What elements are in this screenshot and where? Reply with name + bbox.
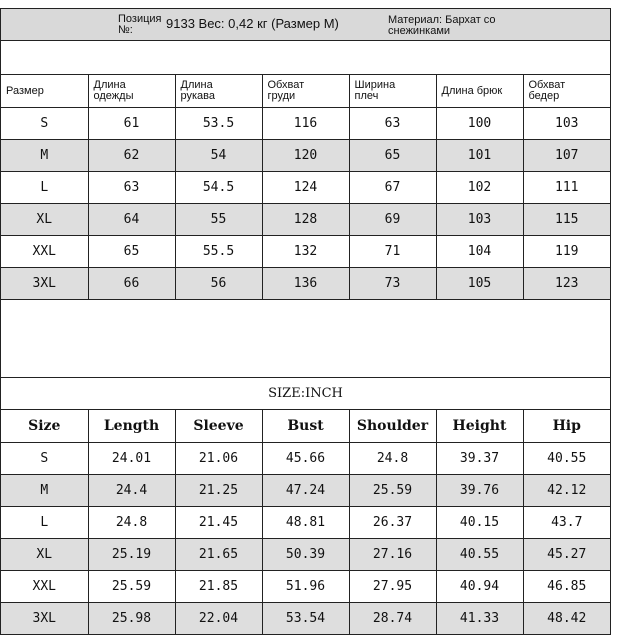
size-cell: XXL bbox=[1, 236, 88, 268]
table-row bbox=[1, 443, 610, 475]
value-cell: 62 bbox=[88, 140, 175, 172]
value-cell: 43.7 bbox=[523, 507, 610, 539]
value-cell: 65 bbox=[349, 140, 436, 172]
value-cell: 54.5 bbox=[175, 172, 262, 204]
column-header-label: Ширина плеч bbox=[354, 79, 396, 102]
table-row bbox=[1, 204, 610, 236]
column-header bbox=[175, 75, 262, 108]
value-cell: 105 bbox=[436, 268, 523, 300]
value-cell: 42.12 bbox=[523, 475, 610, 507]
value-cell: 119 bbox=[523, 236, 610, 268]
value-cell: 102 bbox=[436, 172, 523, 204]
value-cell: 120 bbox=[262, 140, 349, 172]
column-header-label: Длина одежды bbox=[93, 79, 134, 102]
value-cell: 21.45 bbox=[175, 507, 262, 539]
table-row bbox=[1, 268, 610, 300]
column-header bbox=[436, 410, 523, 443]
table-row bbox=[1, 108, 610, 140]
value-cell: 104 bbox=[436, 236, 523, 268]
column-header-label: Sleeve bbox=[193, 418, 244, 434]
header-row bbox=[1, 410, 610, 443]
value-cell: 48.42 bbox=[523, 603, 610, 635]
column-header bbox=[1, 410, 88, 443]
value-cell: 45.66 bbox=[262, 443, 349, 475]
cm-size-table bbox=[1, 75, 610, 300]
column-header-label: Обхват бедер bbox=[528, 79, 566, 102]
value-cell: 73 bbox=[349, 268, 436, 300]
size-cell: S bbox=[1, 443, 88, 475]
table-row bbox=[1, 539, 610, 571]
value-cell: 24.8 bbox=[349, 443, 436, 475]
value-cell: 24.4 bbox=[88, 475, 175, 507]
value-cell: 65 bbox=[88, 236, 175, 268]
size-cell: XXL bbox=[1, 571, 88, 603]
value-cell: 21.25 bbox=[175, 475, 262, 507]
value-cell: 39.37 bbox=[436, 443, 523, 475]
material-label: Материал: Бархат со снежинками bbox=[388, 14, 496, 37]
size-cell: L bbox=[1, 172, 88, 204]
size-cell: S bbox=[1, 108, 88, 140]
column-header bbox=[175, 410, 262, 443]
value-cell: 63 bbox=[349, 108, 436, 140]
table-row bbox=[1, 140, 610, 172]
value-cell: 21.06 bbox=[175, 443, 262, 475]
value-cell: 61 bbox=[88, 108, 175, 140]
value-cell: 69 bbox=[349, 204, 436, 236]
value-cell: 26.37 bbox=[349, 507, 436, 539]
header-bar bbox=[1, 9, 610, 41]
value-cell: 48.81 bbox=[262, 507, 349, 539]
value-cell: 66 bbox=[88, 268, 175, 300]
value-cell: 25.59 bbox=[88, 571, 175, 603]
column-header-label: Обхват груди bbox=[267, 79, 305, 102]
value-cell: 21.65 bbox=[175, 539, 262, 571]
value-cell: 45.27 bbox=[523, 539, 610, 571]
column-header bbox=[88, 75, 175, 108]
column-header bbox=[349, 75, 436, 108]
value-cell: 124 bbox=[262, 172, 349, 204]
value-cell: 50.39 bbox=[262, 539, 349, 571]
value-cell: 24.8 bbox=[88, 507, 175, 539]
column-header-label: Размер bbox=[6, 84, 44, 97]
inch-table-title: SIZE:INCH bbox=[1, 378, 610, 410]
size-cell: M bbox=[1, 475, 88, 507]
value-cell: 136 bbox=[262, 268, 349, 300]
value-cell: 111 bbox=[523, 172, 610, 204]
header-row bbox=[1, 75, 610, 108]
value-cell: 101 bbox=[436, 140, 523, 172]
value-cell: 123 bbox=[523, 268, 610, 300]
value-cell: 22.04 bbox=[175, 603, 262, 635]
value-cell: 56 bbox=[175, 268, 262, 300]
size-cell: L bbox=[1, 507, 88, 539]
value-cell: 128 bbox=[262, 204, 349, 236]
spacer-row bbox=[1, 41, 610, 75]
column-header-label: Height bbox=[452, 418, 507, 434]
value-cell: 40.15 bbox=[436, 507, 523, 539]
value-cell: 63 bbox=[88, 172, 175, 204]
value-cell: 25.59 bbox=[349, 475, 436, 507]
value-cell: 100 bbox=[436, 108, 523, 140]
table-row bbox=[1, 236, 610, 268]
value-cell: 27.95 bbox=[349, 571, 436, 603]
value-cell: 132 bbox=[262, 236, 349, 268]
column-header bbox=[262, 410, 349, 443]
column-header-label: Length bbox=[103, 418, 160, 434]
value-cell: 115 bbox=[523, 204, 610, 236]
value-cell: 27.16 bbox=[349, 539, 436, 571]
column-header bbox=[262, 75, 349, 108]
value-cell: 40.55 bbox=[523, 443, 610, 475]
table-row bbox=[1, 603, 610, 635]
table-row bbox=[1, 507, 610, 539]
value-cell: 25.19 bbox=[88, 539, 175, 571]
column-header-label: Shoulder bbox=[356, 418, 429, 434]
table-row bbox=[1, 475, 610, 507]
value-cell: 53.54 bbox=[262, 603, 349, 635]
column-header-label: Hip bbox=[552, 418, 581, 434]
inch-size-table bbox=[1, 410, 610, 634]
value-cell: 55 bbox=[175, 204, 262, 236]
table-row bbox=[1, 571, 610, 603]
size-chart bbox=[0, 8, 611, 635]
size-cell: 3XL bbox=[1, 268, 88, 300]
value-cell: 40.55 bbox=[436, 539, 523, 571]
column-header bbox=[349, 410, 436, 443]
size-cell: XL bbox=[1, 204, 88, 236]
value-cell: 39.76 bbox=[436, 475, 523, 507]
column-header bbox=[1, 75, 88, 108]
value-cell: 67 bbox=[349, 172, 436, 204]
value-cell: 46.85 bbox=[523, 571, 610, 603]
column-header bbox=[88, 410, 175, 443]
column-header bbox=[436, 75, 523, 108]
column-header-label: Длина брюк bbox=[441, 84, 503, 97]
column-header-label: Bust bbox=[287, 418, 324, 434]
value-cell: 28.74 bbox=[349, 603, 436, 635]
value-cell: 55.5 bbox=[175, 236, 262, 268]
value-cell: 116 bbox=[262, 108, 349, 140]
value-cell: 64 bbox=[88, 204, 175, 236]
size-cell: M bbox=[1, 140, 88, 172]
value-cell: 103 bbox=[436, 204, 523, 236]
value-cell: 103 bbox=[523, 108, 610, 140]
column-header bbox=[523, 75, 610, 108]
column-header-label: Длина рукава bbox=[180, 79, 216, 102]
value-cell: 107 bbox=[523, 140, 610, 172]
position-value: 9133 Вес: 0,42 кг (Размер M) bbox=[166, 16, 339, 31]
value-cell: 41.33 bbox=[436, 603, 523, 635]
size-cell: XL bbox=[1, 539, 88, 571]
value-cell: 21.85 bbox=[175, 571, 262, 603]
position-label: Позиция №: bbox=[118, 13, 162, 36]
value-cell: 51.96 bbox=[262, 571, 349, 603]
value-cell: 40.94 bbox=[436, 571, 523, 603]
value-cell: 25.98 bbox=[88, 603, 175, 635]
value-cell: 71 bbox=[349, 236, 436, 268]
value-cell: 53.5 bbox=[175, 108, 262, 140]
value-cell: 54 bbox=[175, 140, 262, 172]
table-row bbox=[1, 172, 610, 204]
value-cell: 47.24 bbox=[262, 475, 349, 507]
spacer-block bbox=[1, 300, 610, 378]
size-cell: 3XL bbox=[1, 603, 88, 635]
column-header-label: Size bbox=[28, 418, 61, 434]
column-header bbox=[523, 410, 610, 443]
value-cell: 24.01 bbox=[88, 443, 175, 475]
